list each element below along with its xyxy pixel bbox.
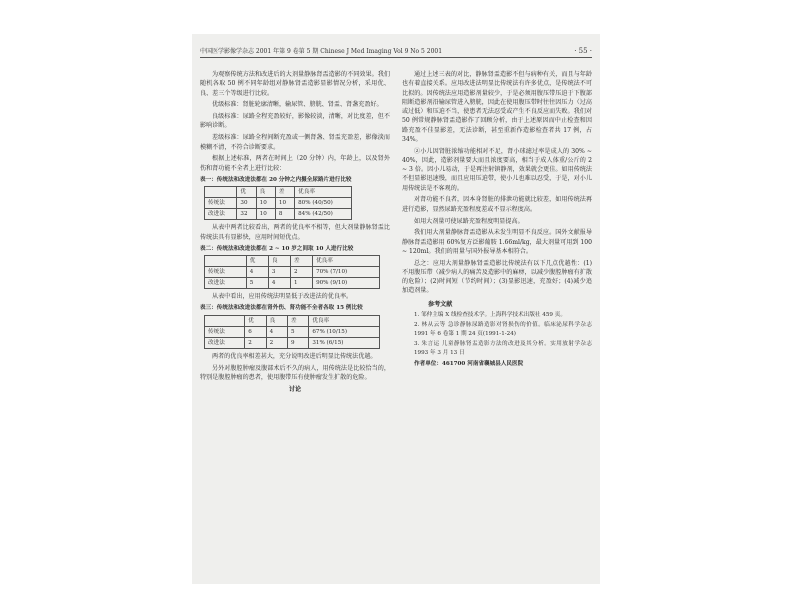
poor-criteria: 差级标准：尿路全程间断充盈或一侧肾盏、肾盂充盈差，影像淡而模糊不清，不符合诊断要求。 [200, 134, 390, 151]
table-cell: 8 [275, 209, 294, 220]
table-header-cell: 良 [268, 256, 290, 267]
journal-title: 中国医学影像学杂志 2001 年第 9 卷第 5 期 Chinese J Med Imaging Vol 9 No 5 2001 [200, 48, 443, 55]
table-row [205, 326, 380, 337]
table2-caption: 表二：传统法和改进法都在 2 ~ 10 岁之间取 10 人进行比较 [200, 245, 354, 252]
table3 [204, 315, 380, 349]
table-header-cell: 优良率 [313, 256, 380, 267]
table-header-cell: 差 [275, 187, 294, 198]
table-header-cell: 优良率 [309, 315, 380, 326]
good-criteria: 良级标准：尿路全程充盈较好，影像较淡，清晰，对比度差，但不影响诊断。 [200, 113, 390, 130]
table-cell: 84% (42/50) [295, 209, 352, 220]
comparison-paragraph: 根据上述标准，两者在时间上（20 分钟）内，年龄上，以及肾外伤和肾功能不全者上进行比较： [200, 155, 390, 172]
table-header-cell [205, 315, 245, 326]
table-cell: 4 [266, 326, 287, 337]
table-cell: 改进法 [205, 337, 245, 348]
running-header [200, 46, 592, 58]
table-header-cell: 优 [246, 256, 268, 267]
table-cell: 67% (10/15) [309, 326, 380, 337]
table3-analysis: 两者的优良率相差甚大，充分说明改进后明显比传统法优越。 [212, 352, 377, 360]
table-header-cell: 优 [245, 315, 266, 326]
table-cell: 传统法 [205, 198, 237, 209]
table-row [205, 337, 380, 348]
table-header-row [205, 315, 380, 326]
author-affiliation: 作者单位：461700 河南省襄城县人民医院 [414, 361, 524, 368]
table-header-row [205, 256, 380, 267]
table-cell: 6 [245, 326, 266, 337]
table-row [205, 209, 352, 220]
table-cell: 10 [275, 198, 294, 209]
table-cell: 2 [245, 337, 266, 348]
table3-caption: 表三：传统法和改进法都在肾外伤、肾功能不全者各取 15 例比较 [200, 305, 363, 312]
table2-analysis: 从表中看出，应用传统法明显低于改进法的优良率。 [212, 293, 353, 301]
table-cell: 4 [268, 278, 290, 289]
table-cell: 传统法 [205, 267, 247, 278]
discussion-heading: 讨论 [288, 386, 302, 394]
page-number: · 55 · [574, 47, 592, 55]
table-header-cell: 良 [266, 315, 287, 326]
table-cell: 70% (7/10) [313, 267, 380, 278]
table-cell: 10 [256, 198, 275, 209]
excellent-criteria: 优级标准：肾脏轮廓清晰，输尿管、膀胱、肾盂、肾盏充盈好。 [212, 101, 383, 109]
table-cell: 2 [290, 267, 312, 278]
table-header-cell: 优 [237, 187, 256, 198]
large-dose-paragraph: 如用大剂量可使尿路充盈程度明显提高。 [414, 217, 524, 225]
table-cell: 90% (9/10) [313, 278, 380, 289]
right-column [402, 70, 592, 371]
table-cell: 3 [268, 267, 290, 278]
table1-analysis: 从表中两者比较看出，两者的优良率不相等，但大剂量静脉肾盂比传统法具有显影快，应用时间短优点。 [200, 224, 390, 241]
table-cell: 80% (40/50) [295, 198, 352, 209]
table-row [205, 267, 380, 278]
table-header-cell: 优良率 [295, 187, 352, 198]
table-row [205, 198, 352, 209]
table-cell: 1 [290, 278, 312, 289]
tumor-note: 另外对腹腔肿瘤及腹部术后不久的病人，用传统法是比较恰当的，特别是腹腔肿瘤的患者，使用腹带压有使肿瘤发生扩散的危险。 [200, 364, 390, 381]
table2 [204, 255, 380, 289]
table-header-cell [205, 256, 247, 267]
left-column [200, 70, 390, 397]
table-cell: 10 [256, 209, 275, 220]
table-cell: 9 [287, 337, 308, 348]
table-cell: 5 [246, 278, 268, 289]
table-cell: 传统法 [205, 326, 245, 337]
references-heading: 参考文献 [428, 300, 453, 308]
intro-paragraph: 为观察传统方法和改进后的大剂量静脉肾盂造影的不同效果。我们随机各取 50 例不同年龄组对静脉肾盂造影显影情况分析，采用优、良、差三个等级进行比较。 [200, 71, 390, 97]
table-cell: 5 [287, 326, 308, 337]
table-cell: 32 [237, 209, 256, 220]
table-cell: 改进法 [205, 209, 237, 220]
reference-item: 3. 朱言运 儿童静脉肾盂造影方法的改进及其分析。实用放射学杂志 1993 年 3 月 13 日 [414, 340, 592, 356]
table-header-cell: 差 [287, 315, 308, 326]
table-header-row [205, 187, 352, 198]
table1-caption: 表一：传统法和改进法都在 20 分钟之内摄全尿路片进行比较 [200, 176, 352, 183]
table-cell: 改进法 [205, 278, 247, 289]
reference-item: 1. 邹仲主编 X 线检查技术学。上海科学技术出版社 459 页。 [414, 311, 566, 318]
conclusion-paragraph: 总之：应用大剂量静脉肾盂造影比传统法有以下几点优越性：(1)不用腹压带（减少病人的痛苦及造影中的麻痹，以减少腹腔肿瘤有扩散的危险）；(2)时间短（节约时间）；(3)显影迅速，充盈好；(4)减少追加造剂量。 [402, 259, 592, 295]
renal-function-paragraph: 对肾功能不良者，因本身肾脏的排泄功能就比较差，如用传统法再进行造影，显然尿路充盈程度差或不显示程度高。 [402, 196, 592, 213]
table-header-cell: 良 [256, 187, 275, 198]
table-header-cell [205, 187, 237, 198]
reference-item: 2. 林从云等 急诊静脉尿路造影对肾损伤的价值。临床泌尿科学杂志 1991 年 6 卷第 1 期 24 页(1991-1-24) [414, 322, 592, 337]
table-row [205, 278, 380, 289]
children-paragraph: ②小儿因肾脏浓缩功能相对不足，肾小球滤过率是成人的 30% ~ 40%，因此，造影剂量要大而且浓度要高，相当于成人体重/公斤的 2 ~ 3 倍。因小儿易动，于是再注射镇静剂，效果就会更佳。如用传统法不但显影迅速慢，而且应用压迫带，使小儿也难以忍受，于是，对小儿用传统法是不客观的。 [402, 147, 592, 192]
table-cell: 31% (6/15) [309, 337, 380, 348]
table-cell: 2 [266, 337, 287, 348]
table1 [204, 186, 352, 220]
safety-paragraph: 我们用大剂量静脉肾盂造影从未发生明显不良反应。国外文献报导静脉肾盂造影用 60%复方泛影葡胺 1.66ml/kg，最大剂量可用到 100 ~ 120ml。我们的用量与国外报导基本相符合。 [402, 229, 592, 255]
discussion-paragraph: 通过上述三表的对比，静脉肾盂造影不但与病种有关，而且与年龄也有着直接关系。应用改进法明显比传统法有许多优点，是传统法不可比拟的。因传统法应用造影剂量较少，于是必须用腹压带压迫于下腹部阻断造影剂沿输尿管进入膀胱，因此在使用腹压带时往往因压力（过高或过低）和压迫不当，使患者无法忍受或产生不良反应而失败。我们对 50 例常规静脉肾盂造影作了回顾分析，由于上述原因而中止检查和因路充盈不佳显影差，无法诊断，甚至重新作造影检查者共 17 例，占 34%。 [402, 71, 592, 143]
table-cell: 30 [237, 198, 256, 209]
journal-page [192, 34, 600, 584]
table-cell: 4 [246, 267, 268, 278]
table-header-cell: 差 [290, 256, 312, 267]
